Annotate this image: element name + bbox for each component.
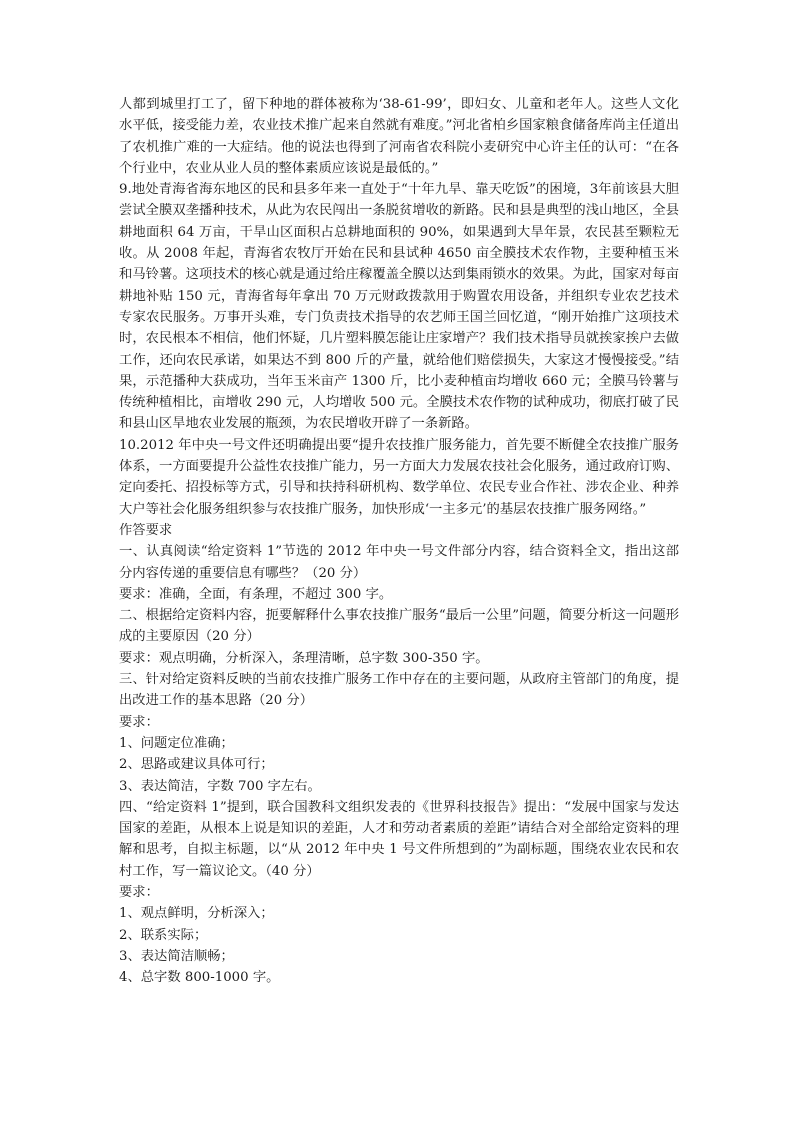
question-1-requirement: 要求：准确，全面，有条理，不超过 300 字。 — [119, 586, 393, 602]
question-3-requirement-item: 3、表达简洁，字数 700 字左右。 — [119, 778, 321, 794]
question-4-requirement-item: 1、观点鲜明，分析深入； — [119, 906, 274, 922]
paragraph-material-9: 9.地处青海省海东地区的民和县多年来一直处于“十年九旱、靠天吃饭”的困境，3年前该县大胆尝试全膜双垄播种技术，从此为农民闯出一条脱贫增收的新路。民和县是典型的浅山地区，全县耕地面积 64 万亩，干旱山区面积占总耕地面积的 90%，如果遇到大旱年景，农民甚至颗粒无收。从 2008 年起，青海省农牧厅开始在民和县试种 4650 亩全膜技术农作物，主要种植玉米和马铃薯。这项技术的核心就是通过给庄稼覆盖全膜以达到集雨锁水的效果。为此，国家对每亩耕地补贴 150 元，青海省每年拿出 70 万元财政拨款用于购置农用设备，并组织专业农艺技术专家农民服务。万事开头难，专门负责技术指导的农艺师王国兰回忆道，“刚开始推广这项技术时，农民根本不相信，他们怀疑，几片塑料膜怎能让庄家增产？我们技术指导员就挨家挨户去做工作，还向农民承诺，如果达不到 800 斤的产量，就给他们赔偿损失，大家这才慢慢接受。”结果，示范播种大获成功，当年玉米亩产 1300 斤，比小麦种植亩均增收 660 元；全膜马铃薯与传统种植相比，亩增收 290 元，人均增收 500 元。全膜技术农作物的试种成功，彻底打破了民和县山区旱地农业发展的瓶颈，为农民增收开辟了一条新路。 — [119, 182, 679, 432]
question-4-requirement-item: 3、表达简洁顺畅； — [119, 948, 234, 964]
question-1: 一、认真阅读“给定资料 1”节选的 2012 年中央一号文件部分内容，结合资料全文，指出这部分内容传递的重要信息有哪些？（20 分） — [119, 544, 679, 581]
paragraph-material-10: 10.2012 年中央一号文件还明确提出要“提升农技推广服务能力，首先要不断健全农技推广服务体系，一方面要提升公益性农技推广能力，另一方面大力发展农技社会化服务，通过政府订购、定向委托、招投标等方式，引导和扶持科研机构、数学单位、农民专业合作社、涉农企业、种养大户等社会化服务组织参与农技推广服务，加快形成‘一主多元’的基层农技推广服务网络。” — [119, 437, 679, 517]
question-3: 三、针对给定资料反映的当前农技推广服务工作中存在的主要问题，从政府主管部门的角度，提出改进工作的基本思路（20 分） — [119, 672, 679, 709]
question-2: 二、根据给定资料内容，扼要解释什么事农技推广服务“最后一公里”问题，简要分析这一问题形成的主要原因（20 分） — [119, 608, 679, 645]
section-heading-answer-requirements: 作答要求 — [119, 522, 173, 538]
paragraph-intro-continuation: 人都到城里打工了，留下种地的群体被称为‘38-61-99’，即妇女、儿童和老年人。这些人文化水平低，接受能力差，农业技术推广起来自然就有难度。”河北省柏乡国家粮食储备库尚主任道出了农机推广难的一大症结。他的说法也得到了河南省农科院小麦研究中心许主任的认可：“在各个行业中，农业从业人员的整体素质应该说是最低的。” — [119, 97, 679, 176]
question-4: 四、“给定资料 1”提到，联合国教科文组织发表的《世界科技报告》提出：“发展中国家与发达国家的差距，从根本上说是知识的差距，人才和劳动者素质的差距”请结合对全部给定资料的理解和思考，自拟主标题，以“从 2012 年中央 1 号文件所想到的”为副标题，围绕农业农民和农村工作，写一篇议论文。（40 分） — [119, 799, 679, 879]
question-3-requirement-item: 2、思路或建议具体可行； — [119, 757, 274, 773]
question-2-requirement: 要求：观点明确，分析深入，条理清晰，总字数 300-350 字。 — [119, 650, 489, 666]
document-body — [119, 94, 679, 988]
question-4-requirement-item: 4、总字数 800-1000 字。 — [119, 970, 280, 986]
question-3-requirement-item: 1、问题定位准确； — [119, 735, 234, 751]
question-4-requirement-label: 要求： — [119, 884, 159, 900]
question-3-requirement-label: 要求： — [119, 714, 159, 730]
question-4-requirement-item: 2、联系实际； — [119, 927, 208, 943]
